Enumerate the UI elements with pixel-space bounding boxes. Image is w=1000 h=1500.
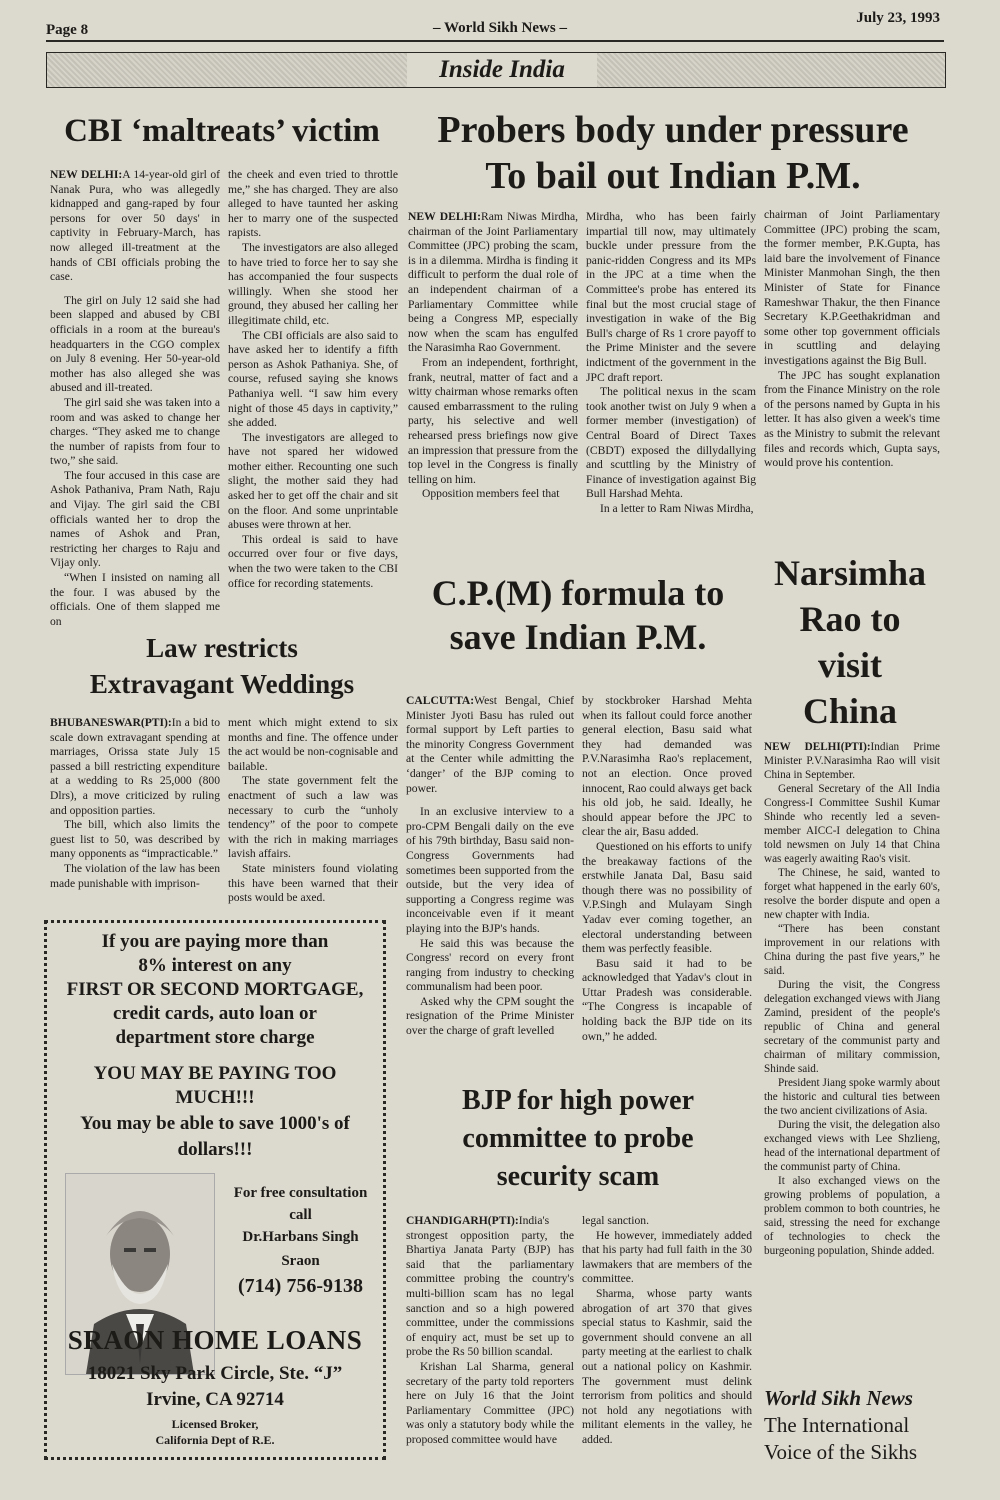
bjp-para: legal sanction. — [582, 1214, 649, 1227]
section-title: Inside India — [407, 53, 597, 87]
bjp-para: Sharma, whose party wants abrogation of art 370 that gives special status to Kashmir, said the government should convene an all party meeting at the earliest to chalk out a national policy on Kashmir. The government must delink terrorism from politics and should not hold any negotiations with militant elements in the valley, he added. — [582, 1286, 752, 1446]
cbi-col-1 — [50, 168, 220, 629]
ad-line: 8% interest on any — [138, 955, 292, 976]
narsimha-headline-2: Rao to — [799, 599, 901, 639]
cbi-headline: CBI ‘maltreats’ victim — [64, 113, 380, 149]
cpm-para: Asked why the CPM sought the resignation of the Prime Minister over the charge of graft levelled — [406, 994, 574, 1038]
cpm-para: Questioned on his efforts to unify the breakaway factions of the erstwhile Janata Dal, Basu said though there was no possibility of V.P.Singh and Mulayam Singh Yadav ever coming together, an electoral understanding between them was perfectly feasible. — [582, 839, 752, 956]
ad-phone: (714) 756-9138 — [238, 1275, 363, 1297]
masthead-tagline: Voice of the Sikhs — [764, 1440, 918, 1464]
ad-license: Licensed Broker, — [171, 1417, 259, 1431]
law-col-2 — [228, 716, 398, 906]
cbi-para: The girl said she was taken into a room and was asked to change her charges. “They asked me to change the number of rapists from four to two,” she said. — [50, 395, 220, 468]
cpm-para: Basu said it had to be acknowledged that Yadav's clout in Uttar Pradesh was considerable. “The Congress is incapable of holding back the BJP tide on its own,” he added. — [582, 956, 752, 1043]
law-para: In a bid to scale down extravagant spending at marriages, Orissa state July 15 passed a bill restricting expenditure at a wedding to Rs 25,000 (800 Dlrs), a move criticized by ruling and opposition parties. — [50, 716, 220, 817]
mortgage-ad — [44, 920, 386, 1460]
cbi-para: the cheek and even tried to throttle me,” she has charged. They are also alleged to have taunted her asking her to marry one of the suspected rapists. — [228, 168, 398, 240]
header-rule — [46, 40, 944, 42]
probers-para: Ram Niwas Mirdha, chairman of the Joint Parliamentary Committee (JPC) probing the scam, is in a dilemma. Mirdha is finding it difficult to perform the dual role of an independent chairman of a Parliamentary Committee while being a Congress MP, especially now when the scam has engulfed the Narasimha Rao Government. — [408, 210, 578, 355]
probers-para: chairman of Joint Parliamentary Committee (JPC) probing the scam, the former member, P.K.Gupta, has laid bare the involvement of Finance Minister Manmohan Singh, the then Minister of State for Finance Rameshwar Thakur, the then Finance Secretary K.P.Geethakridman and some other top government officials in scuttling and delaying investigations against the Big Bull. — [764, 208, 940, 367]
ad-address: Irvine, CA 92714 — [146, 1389, 284, 1410]
masthead-tagline: The International — [764, 1413, 910, 1437]
ad-line: FIRST OR SECOND MORTGAGE, — [66, 979, 364, 1000]
bjp-dateline: CHANDIGARH(PTI): — [406, 1214, 519, 1227]
cpm-dateline: CALCUTTA: — [406, 694, 475, 707]
probers-para: Mirdha, who has been fairly impartial till now, may ultimately buckle under pressure from the panic-ridden Congress and its MPs in the JPC at a time when the Committee's probe has entered its final but the most crucial stage of investigation in wake of the Big Bull's charge of Rs 1 crore payoff to the Prime Minister and the severe indictment of the government in the JPC draft report. — [586, 210, 756, 384]
law-para: The state government felt the enactment of such a law was necessary to curb the “unholy tendency” of the poor to compete with the rich in making marriages lavish affairs. — [228, 774, 398, 861]
ad-contact: Sraon — [281, 1253, 320, 1269]
narsimha-para: General Secretary of the All India Congress-I Committee Sushil Kumar Shinde who recently led a seven-member AICC-I delegation to China told newsmen on July 14 that China was eagerly awaiting Rao's visit. — [764, 783, 940, 865]
law-headline-2: Extravagant Weddings — [89, 669, 355, 699]
bjp-headline-1: BJP for high power — [461, 1085, 695, 1116]
law-col-1 — [50, 716, 220, 891]
ad-line: If you are paying more than — [101, 931, 329, 952]
narsimha-para: The Chinese, he said, wanted to forget what happened in the early 60's, resolve the border dispute and open a new chapter with India. — [764, 867, 940, 921]
law-headline-1: Law restricts — [146, 633, 298, 663]
probers-para: In a letter to Ram Niwas Mirdha, — [600, 501, 754, 515]
bjp-para: Krishan Lal Sharma, general secretary of the party told reporters here on July 16 that the Joint Parliamentary Committee (JPC) was only a statutory body while the proposed committee would have — [406, 1359, 574, 1446]
probers-para: From an independent, forthright, frank, neutral, matter of fact and a witty chairman whose remarks often caused embarrassment to the ruling party, his selective and well rehearsed press briefings now give an impression that pressure from the top level in the Congress is finally telling on him. — [408, 355, 578, 486]
bjp-headline-2: committee to probe — [462, 1123, 694, 1154]
cbi-para: The girl on July 12 said she had been slapped and abused by CBI officials in a room at the bureau's headquarters in the CGO complex on July 8 evening. Her 50-year-old mother has also alleged she was abused and ill-treated. — [50, 293, 220, 395]
law-dateline: BHUBANESWAR(PTI): — [50, 716, 172, 729]
ad-address: 18021 Sky Park Circle, Ste. “J” — [87, 1363, 343, 1384]
ad-contact: Dr.Harbans Singh — [242, 1229, 359, 1245]
cpm-para: West Bengal, Chief Minister Jyoti Basu has ruled out formal support by Left parties to the minority Congress Government at the Center while admitting the ‘danger’ of the BJP coming to power. — [406, 694, 574, 795]
probers-para: The political nexus in the scam took another twist on July 9 when a former member (investigation) of Central Board of Direct Taxes (CBDT) exposed the dillydallying and scuttling by the Ministry of Finance of investigation against Big Bull Harshad Mehta. — [586, 385, 756, 501]
running-title: – World Sikh News – — [433, 20, 567, 36]
bjp-para: He however, immediately added that his party had full faith in the 30 lawmakers that are members of the committee. — [582, 1228, 752, 1286]
cbi-col-2 — [228, 168, 398, 591]
narsimha-para: Indian Prime Minister P.V.Narasimha Rao will visit China in September. — [764, 741, 940, 781]
issue-date: July 23, 1993 — [856, 10, 940, 26]
ad-contact: call — [289, 1207, 312, 1223]
law-para: ment which might extend to six months and fine. The offence under the act would be non-cognisable and bailable. — [228, 716, 398, 773]
narsimha-para: During the visit, the Congress delegation exchanged views with Jiang Zamind, president of the people's republic of China and general secretary of the communist party and chairman of military commission, Shinde said. — [764, 979, 940, 1075]
cbi-para: The CBI officials are also said to have asked her to identify a fifth person as Ashok Pathaniya. She, of course, refused saying she knows Pathaniya well. “I saw him every night of those 45 days in captivity,” she added. — [228, 328, 398, 430]
cpm-headline-2: save Indian P.M. — [449, 617, 707, 657]
bjp-col-2 — [582, 1214, 752, 1448]
narsimha-para: It also exchanged views on the growing problems of population, a problem common to both countries, he said, stressing the need for exchange of technologies to check the burgeoning population, Shinde added. — [764, 1175, 940, 1257]
probers-headline-1: Probers body under pressure — [437, 109, 909, 151]
cbi-para: The investigators are also alleged to have tried to force her to say she has accompanied the four suspects willingly. When she stood her ground, they abused her calling her illegitimate child, etc. — [228, 240, 398, 327]
cbi-para: The investigators are alleged to have not spared her widowed mother either. Recounting one such slight, the mother said they had asked her to get off the chair and sit on the floor. And some unprintable abuses were thrown at her. — [228, 430, 398, 532]
ad-line: department store charge — [115, 1027, 315, 1048]
probers-para: The JPC has sought explanation from the Finance Ministry on the role of the persons named by Gupta in his letter. It has also given a week's time as the Ministry to submit the relevant files and records which, Gupta says, would prove his contention. — [764, 368, 940, 470]
probers-col-3 — [764, 208, 940, 471]
narsimha-para: “There has been constant improvement in our relations with China during the past five years,” he said. — [764, 923, 940, 977]
ad-line: dollars!!! — [177, 1139, 253, 1160]
masthead-name: World Sikh News — [764, 1386, 913, 1410]
probers-dateline: NEW DELHI: — [408, 210, 481, 223]
cpm-headline-1: C.P.(M) formula to — [431, 573, 725, 613]
probers-col-2 — [586, 210, 756, 516]
section-banner — [46, 52, 946, 88]
cpm-para: by stockbroker Harshad Mehta when its fallout could force another general election, Basu said what they had demanded was P.V.Narasimha Rao's replacement, not an election. Once proved innocent, Rao could always get back his old job, he said. Ideally, he should appear before the JPC to clear the air, Basu added. — [582, 694, 752, 839]
law-para: The bill, which also limits the guest list to 50, was described by many opponents as “impracticable.” — [50, 818, 220, 861]
narsimha-headline-1: Narsimha — [774, 553, 926, 593]
cbi-dateline: NEW DELHI: — [50, 168, 123, 181]
ad-line: YOU MAY BE PAYING TOO — [93, 1063, 337, 1084]
narsimha-headline-3: visit — [817, 645, 882, 685]
narsimha-para: During the visit, the delegation also exchanged views with Lee Shzlieng, head of the international department of the communist party of China. — [764, 1119, 940, 1173]
ad-line: You may be able to save 1000's of — [80, 1113, 350, 1134]
law-para: The violation of the law has been made punishable with imprison- — [50, 861, 220, 890]
law-para: State ministers found violating this have been warned that their posts would be axed. — [228, 861, 398, 905]
ad-line: credit cards, auto loan or — [113, 1003, 317, 1024]
masthead — [764, 1386, 964, 1465]
cpm-para: In an exclusive interview to a pro-CPM Bengali daily on the eve of his 79th birthday, Basu said non-Congress Governments had sometimes been supported from the outside, but the very idea of supporting a Congress regime was inconceivable even if it meant playing into the BJP's hands. — [406, 805, 574, 935]
narsimha-dateline: NEW DELHI(PTI): — [764, 741, 871, 753]
cbi-para: The four accused in this case are Ashok Pathaniva, Pram Nath, Raju and Vijay. The girl said the CBI officials wanted her to drop the names of Ashok and Pran, restricting her charges to Raju and Vijay only. — [50, 468, 220, 570]
probers-para: Opposition members feel that — [422, 487, 560, 501]
cbi-para: A 14-year-old girl of Nanak Pura, who was allegedly kidnapped and gang-raped by four persons for over 50 days' in captivity in February-March, has now alleged ill-treatment at the hands of CBI officials probing the case. — [50, 168, 220, 284]
page-number: Page 8 — [46, 22, 89, 38]
cpm-para: He said this was because the Congress' record on every front ranging from industry to checking communalism had been poor. — [406, 936, 574, 994]
ad-company-name: SRAON HOME LOANS — [67, 1325, 363, 1355]
bjp-para: India's strongest opposition party, the Bhartiya Janata Party (BJP) has said that the parliamentary committee probing the country's multi-billion scam has no legal sanction and so a high powered committee, under the commissions of enquiry act, must be set up to probe the Rs 50 billion scandal. — [406, 1214, 574, 1359]
cpm-col-1 — [406, 694, 574, 1039]
bjp-headline-3: security scam — [496, 1161, 660, 1192]
bjp-col-1 — [406, 1214, 574, 1448]
narsimha-para: President Jiang spoke warmly about the historic and cultural ties between the two ancient civilizations of Asia. — [764, 1077, 940, 1117]
narsimha-headline-4: China — [802, 691, 898, 731]
probers-col-1 — [408, 210, 578, 502]
cpm-col-2 — [582, 694, 752, 1044]
ad-license: California Dept of R.E. — [155, 1433, 275, 1447]
probers-headline-2: To bail out Indian P.M. — [485, 155, 861, 197]
cbi-para: “When I insisted on naming all the four. I was abused by the officials. One of them slapped me on — [50, 571, 220, 628]
narsimha-col — [764, 740, 940, 1258]
cbi-para: This ordeal is said to have occurred over four or five days, when the two were taken to the CBI office for recording statements. — [228, 532, 398, 590]
ad-line: MUCH!!! — [175, 1087, 255, 1108]
ad-contact: For free consultation — [233, 1185, 368, 1201]
